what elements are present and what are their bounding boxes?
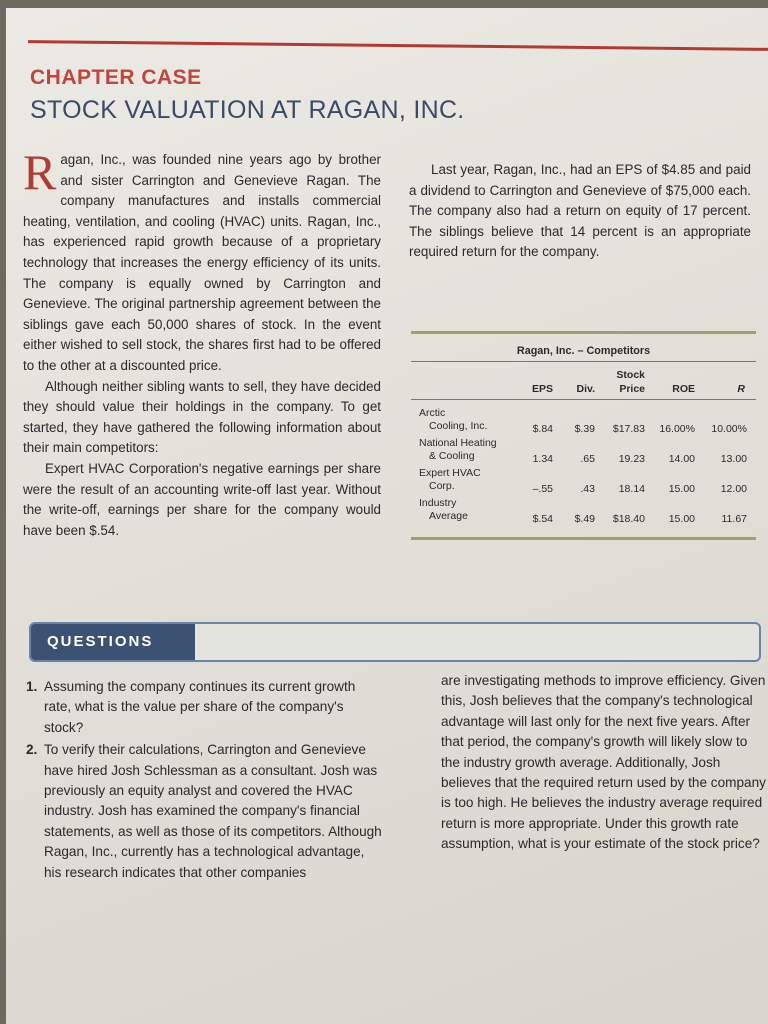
column-header-div: Div.: [576, 383, 595, 395]
table-cell-roe: 15.00: [668, 483, 695, 495]
top-rule: [28, 40, 768, 51]
table-cell-price: $17.83: [612, 423, 645, 435]
drop-cap: R: [23, 144, 57, 200]
table-cell-r: 13.00: [720, 453, 747, 465]
table-cell-eps: –.55: [532, 483, 553, 495]
table-top-rule: [411, 331, 756, 334]
question-1-number: 1.: [26, 679, 38, 694]
table-row-name: [419, 467, 481, 493]
questions-banner: [29, 622, 761, 662]
question-1: [26, 677, 382, 738]
question-2-text-part1: To verify their calculations, Carrington and Genevieve have hired Josh Schlessman as a consultant. Josh was previously an equity analyst and covered the HVAC industry. Josh has examined the company's financial statements, as well as those of its competitors. Although Ragan, Inc., currently has a technological advantage, his research indicates that other companies: [44, 742, 382, 880]
questions-right-column: [441, 671, 767, 855]
table-cell-div: $.39: [574, 423, 595, 435]
table-row-name-line2: Average: [429, 510, 468, 522]
question-list: [26, 677, 382, 883]
table-cell-div: .65: [580, 453, 595, 465]
question-2-text-part2: are investigating methods to improve efficiency. Given this, Josh believes that the company's technological advantage will last only for the next five years. After that period, the company's growth will likely slow to the industry growth average. Additionally, Josh believes that the required return used by the company is too high. He believes the industry average required return is more appropriate. Under this growth rate assumption, what is your estimate of the stock price?: [441, 673, 766, 852]
table-row-name-line1: Industry: [419, 497, 457, 509]
intro-paragraph-2: Although neither sibling wants to sell, they have decided they should value their holdings in the company. To get started, they have gathered the following information about their main competitors:: [23, 378, 381, 456]
question-2: [26, 740, 382, 883]
column-header-r: R: [737, 383, 745, 395]
column-header-stock: Stock: [616, 369, 645, 381]
table-row-name-line1: Arctic: [419, 407, 446, 419]
table-row-name-line2: Cooling, Inc.: [429, 420, 488, 432]
table-cell-div: $.49: [574, 513, 595, 525]
column-header-roe: ROE: [672, 383, 695, 395]
table-cell-eps: $.54: [532, 513, 553, 525]
intro-left-column: [23, 144, 381, 541]
question-2-number: 2.: [26, 742, 38, 758]
questions-label: QUESTIONS: [31, 624, 195, 660]
table-row-name-line1: Expert HVAC: [419, 467, 481, 479]
question-1-text: Assuming the company continues its current growth rate, what is the value per share of the company's stock?: [44, 679, 356, 735]
table-bottom-rule: [411, 537, 756, 540]
table-row-name: [419, 407, 487, 433]
table-cell-r: 12.00: [720, 483, 747, 495]
competitors-table: [411, 331, 756, 541]
intro-paragraph-1-text: agan, Inc., was founded nine years ago by brother and sister Carrington and Genevieve Ragan. The company manufactures and installs commercial heating, ventilation, and cooling (HVAC) units. Ragan, Inc., has experienced rapid growth because of a proprietary technology that increases the energy efficiency of its units. The company is equally owned by Carrington and Genevieve. The original partnership agreement between the siblings gave each 50,000 shares of stock. In the event either wished to sell stock, the shares first had to be offered to the other at a discounted price.: [23, 152, 381, 373]
table-title-rule: [411, 361, 756, 362]
table-cell-div: .43: [580, 483, 595, 495]
table-cell-eps: 1.34: [532, 453, 553, 465]
intro-paragraph-4: Last year, Ragan, Inc., had an EPS of $4.85 and paid a dividend to Carrington and Genevieve of $75,000 each. The company also had a return on equity of 17 percent. The siblings believe that 14 percent is an appropriate required return for the company.: [409, 162, 751, 260]
table-row-name: [419, 437, 497, 463]
table-cell-price: $18.40: [612, 513, 645, 525]
intro-paragraph-1: [23, 144, 381, 377]
table-cell-roe: 14.00: [668, 453, 695, 465]
column-header-eps: EPS: [531, 383, 553, 395]
table-cell-eps: $.84: [532, 423, 553, 435]
table-cell-r: 11.67: [721, 513, 747, 525]
table-cell-roe: 15.00: [668, 513, 695, 525]
intro-right-column: [409, 160, 751, 263]
table-header-rule: [411, 399, 756, 400]
textbook-page: [6, 8, 768, 1024]
table-cell-price: 19.23: [618, 453, 645, 465]
table-cell-price: 18.14: [618, 483, 645, 495]
table-row-name-line2: & Cooling: [429, 450, 475, 462]
table-cell-roe: 16.00%: [659, 423, 695, 435]
questions-left-column: [26, 677, 382, 883]
case-title: STOCK VALUATION AT RAGAN, INC.: [30, 96, 465, 124]
chapter-case-kicker: CHAPTER CASE: [30, 66, 202, 89]
table-cell-r: 10.00%: [711, 423, 747, 435]
table-title: Ragan, Inc. – Competitors: [516, 345, 651, 357]
table-row-name-line2: Corp.: [429, 480, 455, 492]
intro-paragraph-3: Expert HVAC Corporation's negative earnings per share were the result of an accounting write-off last year. Without the write-off, earnings per share for the company would have been $.54.: [23, 460, 381, 538]
table-row-name-line1: National Heating: [419, 437, 497, 449]
table-row-name: [419, 497, 468, 523]
column-header-price: Price: [619, 383, 645, 395]
